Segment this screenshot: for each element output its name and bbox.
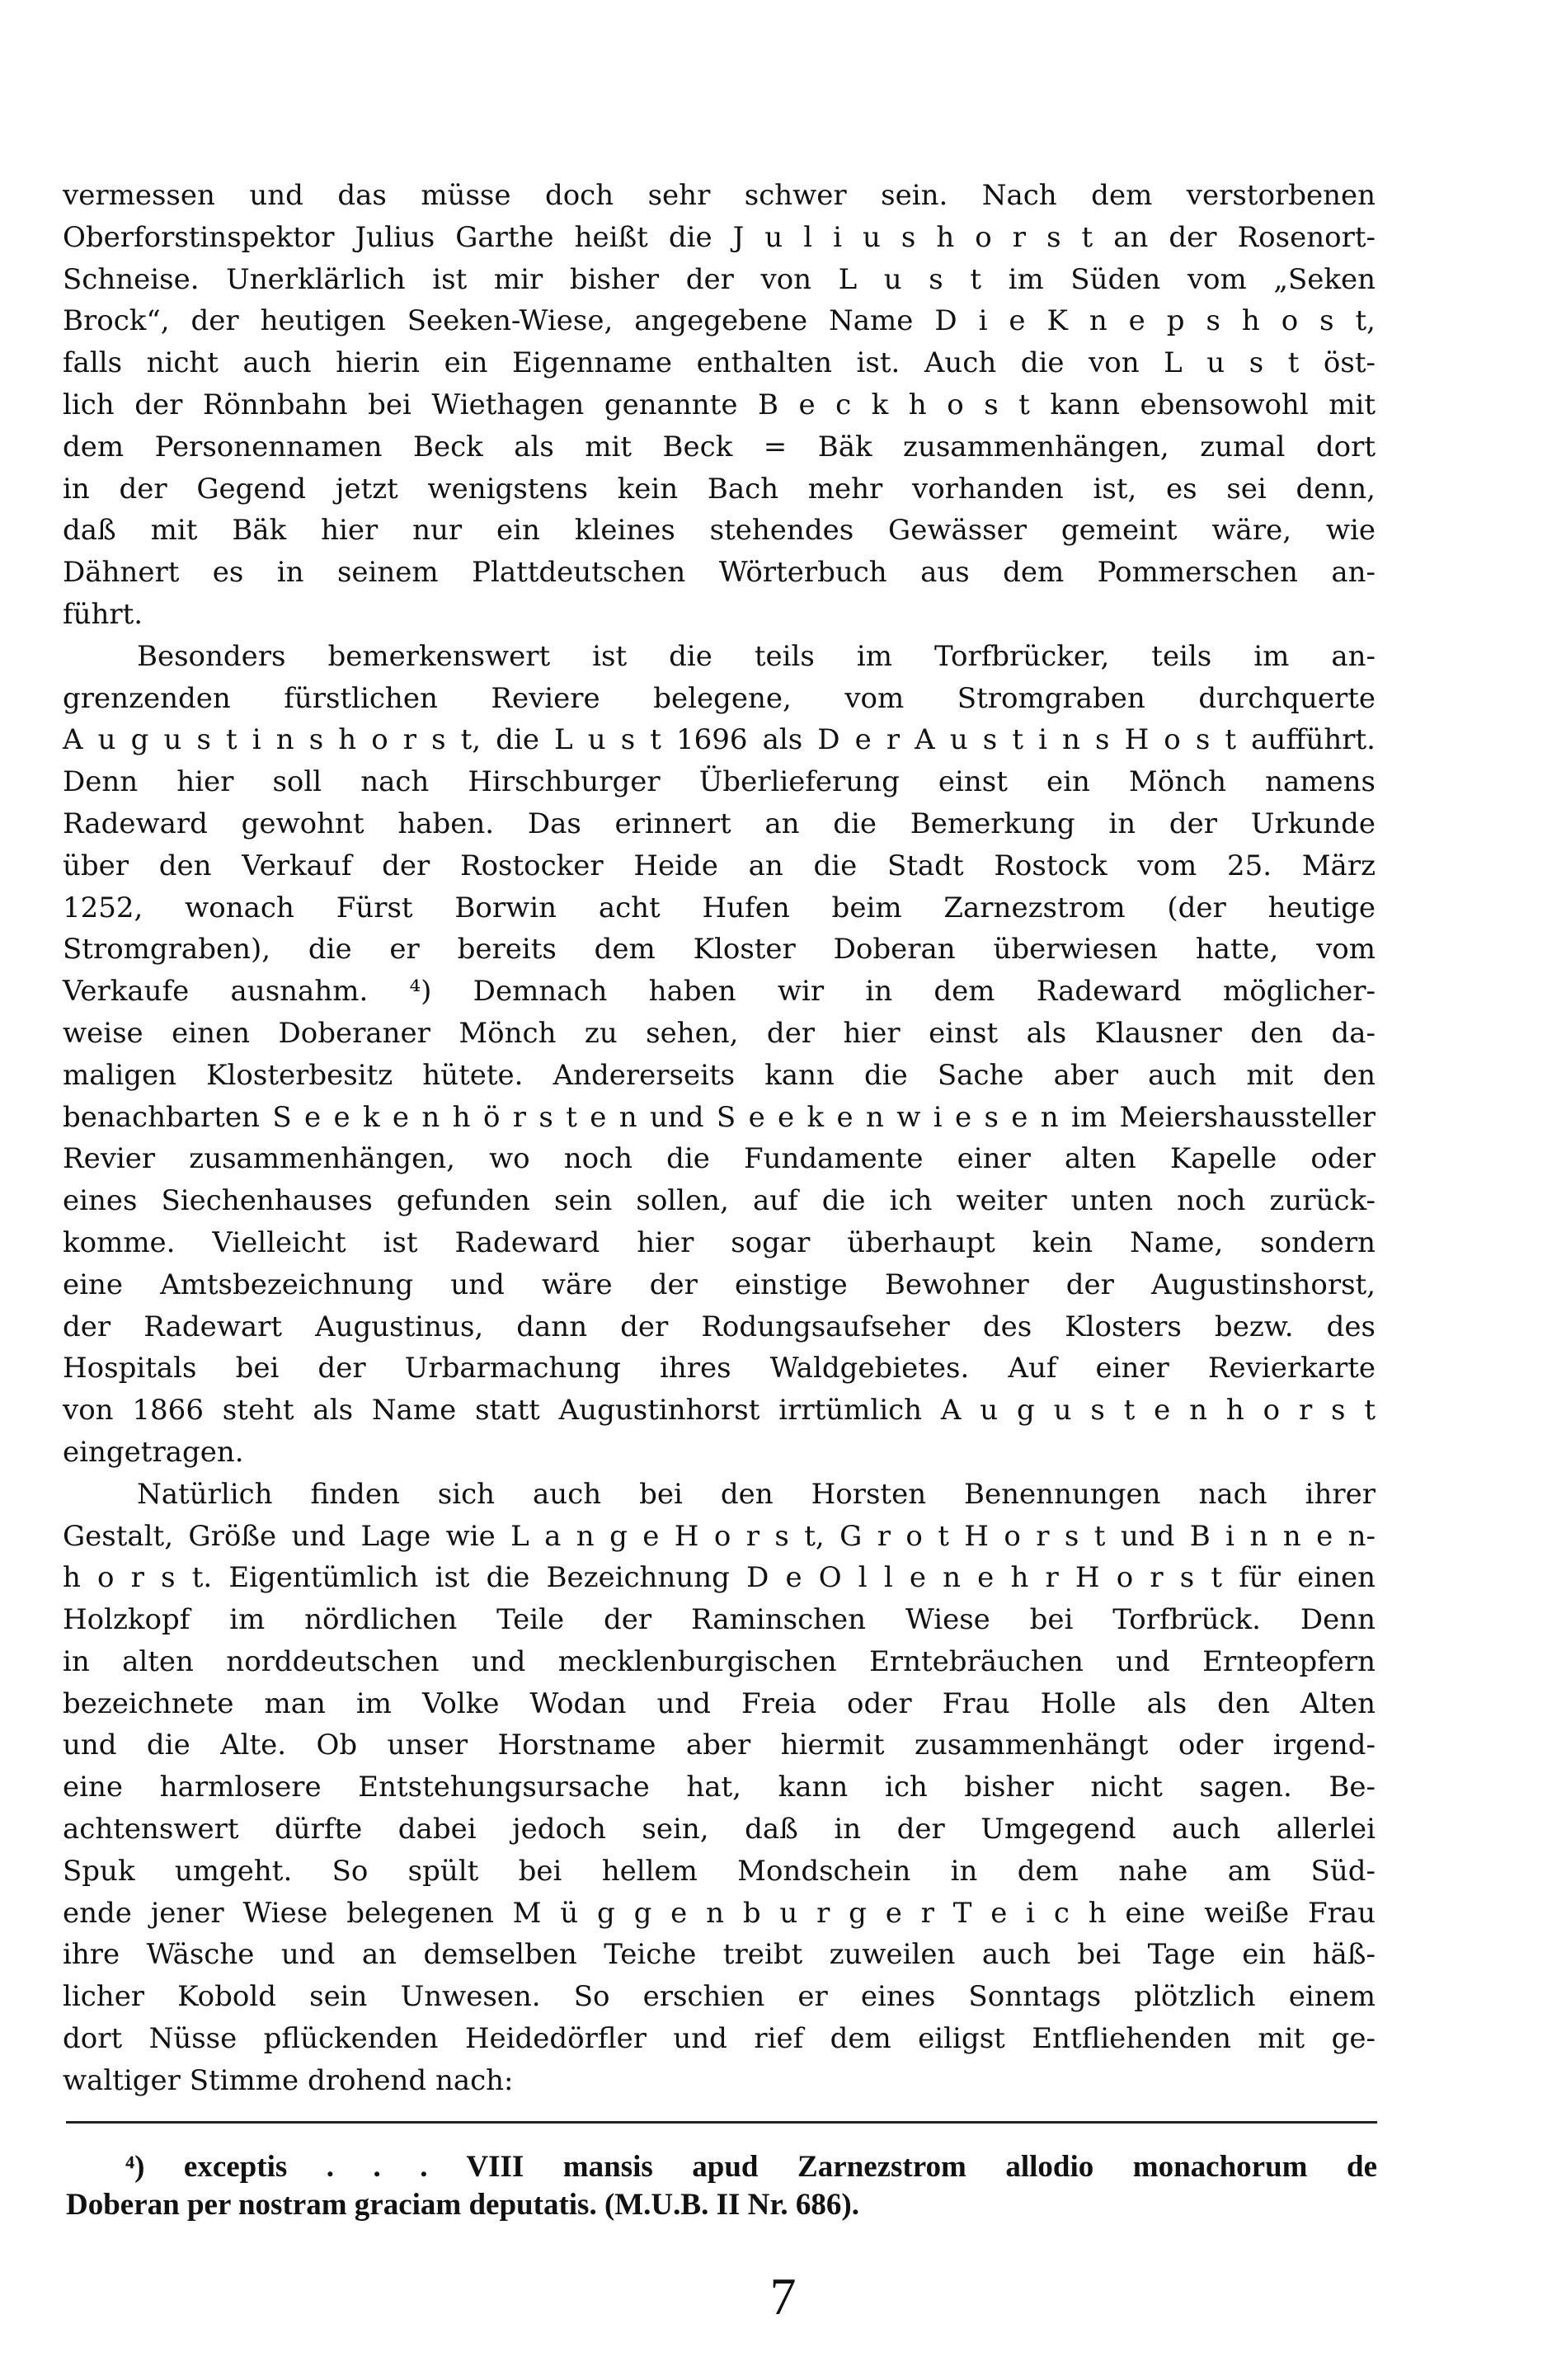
text-line: Brock“, der heutigen Seeken-Wiese, angegebene Name D i e K n e p s h o s t,	[63, 304, 1376, 338]
text-line: dort Nüsse pflückenden Heidedörfler und rief dem eiligst Entfliehenden mit ge-	[63, 2022, 1376, 2056]
text-line: Revier zusammenhängen, wo noch die Fundamente einer alten Kapelle oder	[63, 1142, 1376, 1176]
footnote	[66, 2148, 1377, 2224]
text-line: Denn hier soll nach Hirschburger Überlieferung einst ein Mönch namens	[63, 765, 1376, 799]
text-line: maligen Klosterbesitz hütete. Andererseits kann die Sache aber auch mit den	[63, 1058, 1376, 1092]
text-line: achtenswert dürfte dabei jedoch sein, daß in der Umgegend auch allerlei	[63, 1813, 1376, 1846]
text-line: eine harmlosere Entstehungsursache hat, kann ich bisher nicht sagen. Be-	[63, 1771, 1376, 1804]
text-line: falls nicht auch hierin ein Eigenname enthalten ist. Auch die von L u s t öst-	[63, 346, 1376, 380]
text-line: Stromgraben), die er bereits dem Kloster Doberan überwiesen hatte, vom	[63, 933, 1376, 967]
footnote-divider	[66, 2121, 1377, 2124]
text-line: daß mit Bäk hier nur ein kleines stehendes Gewässer gemeint wäre, wie	[63, 514, 1376, 548]
text-line: weise einen Doberaner Mönch zu sehen, der hier einst als Klausner den da-	[63, 1016, 1376, 1050]
text-line: ihre Wäsche und an demselben Teiche treibt zuweilen auch bei Tage ein häß-	[63, 1938, 1376, 1972]
footnote-line: ⁴) exceptis . . . VIII mansis apud Zarnezstrom allodio monachorum de	[125, 2150, 1377, 2184]
text-line: ende jener Wiese belegenen M ü g g e n b u r g e r T e i c h eine weiße Frau	[63, 1896, 1376, 1930]
text-line: komme. Vielleicht ist Radeward hier sogar überhaupt kein Name, sondern	[63, 1225, 1376, 1259]
text-line: Gestalt, Größe und Lage wie L a n g e H o r s t, G r o t H o r s t und B i n n e n-	[63, 1519, 1376, 1553]
text-line: führt.	[63, 597, 143, 631]
text-line: licher Kobold sein Unwesen. So erschien er eines Sonntags plötzlich einem	[63, 1980, 1376, 2014]
text-line: benachbarten S e e k e n h ö r s t e n und S e e k e n w i e s e n im Meiershaussteller	[63, 1100, 1376, 1134]
text-line: über den Verkauf der Rostocker Heide an die Stadt Rostock vom 25. März	[63, 849, 1376, 882]
text-line: grenzenden fürstlichen Reviere belegene, vom Stromgraben durchquerte	[63, 681, 1376, 715]
text-line: Dähnert es in seinem Plattdeutschen Wörterbuch aus dem Pommerschen an-	[63, 556, 1376, 590]
body-text	[63, 175, 1376, 2102]
text-line: Spuk umgeht. So spült bei hellem Mondschein in dem nahe am Süd-	[63, 1854, 1376, 1888]
text-line: lich der Rönnbahn bei Wiethagen genannte B e c k h o s t kann ebensowohl mit	[63, 388, 1376, 421]
text-line: eines Siechenhauses gefunden sein sollen, auf die ich weiter unten noch zurück-	[63, 1184, 1376, 1218]
text-line: 1252, wonach Fürst Borwin acht Hufen beim Zarnezstrom (der heutige	[63, 891, 1376, 924]
text-line: von 1866 steht als Name statt Augustinhorst irrtümlich A u g u s t e n h o r s t	[63, 1394, 1376, 1428]
text-line: Schneise. Unerklärlich ist mir bisher der von L u s t im Süden vom „Seken	[63, 262, 1376, 296]
text-line: waltiger Stimme drohend nach:	[63, 2063, 514, 2097]
text-line: A u g u s t i n s h o r s t, die L u s t 1696 als D e r A u s t i n s H o s t aufführt.	[63, 723, 1376, 757]
text-line: der Radewart Augustinus, dann der Rodungsaufseher des Klosters bezw. des	[63, 1310, 1376, 1343]
text-line: bezeichnete man im Volke Wodan und Freia oder Frau Holle als den Alten	[63, 1686, 1376, 1720]
text-line: in der Gegend jetzt wenigstens kein Bach mehr vorhanden ist, es sei denn,	[63, 472, 1376, 506]
text-line: und die Alte. Ob unser Horstname aber hiermit zusammenhängt oder irgend-	[63, 1729, 1376, 1762]
text-line: h o r s t. Eigentümlich ist die Bezeichnung D e O l l e n e h r H o r s t für einen	[63, 1561, 1376, 1595]
text-line: Radeward gewohnt haben. Das erinnert an die Bemerkung in der Urkunde	[63, 807, 1376, 840]
text-line: eine Amtsbezeichnung und wäre der einstige Bewohner der Augustinshorst,	[63, 1268, 1376, 1301]
text-line: vermessen und das müsse doch sehr schwer sein. Nach dem verstorbenen	[63, 179, 1376, 212]
text-line: eingetragen.	[63, 1435, 244, 1469]
text-line: dem Personennamen Beck als mit Beck = Bäk zusammenhängen, zumal dort	[63, 430, 1376, 463]
text-line: Holzkopf im nördlichen Teile der Raminschen Wiese bei Torfbrück. Denn	[63, 1603, 1376, 1637]
page-number: 7	[769, 2267, 797, 2326]
text-line: Oberforstinspektor Julius Garthe heißt die J u l i u s h o r s t an der Rosenort-	[63, 220, 1376, 254]
text-line: Besonders bemerkenswert ist die teils im Torfbrücker, teils im an-	[137, 639, 1376, 673]
text-line: Verkaufe ausnahm. ⁴) Demnach haben wir in dem Radeward möglicher-	[63, 975, 1376, 1009]
text-line: Natürlich finden sich auch bei den Horsten Benennungen nach ihrer	[137, 1477, 1376, 1511]
text-line: Hospitals bei der Urbarmachung ihres Waldgebietes. Auf einer Revierkarte	[63, 1352, 1376, 1385]
text-line: in alten norddeutschen und mecklenburgischen Erntebräuchen und Ernteopfern	[63, 1644, 1376, 1678]
footnote-line: Doberan per nostram graciam deputatis. (M.U.B. II Nr. 686).	[66, 2188, 859, 2222]
